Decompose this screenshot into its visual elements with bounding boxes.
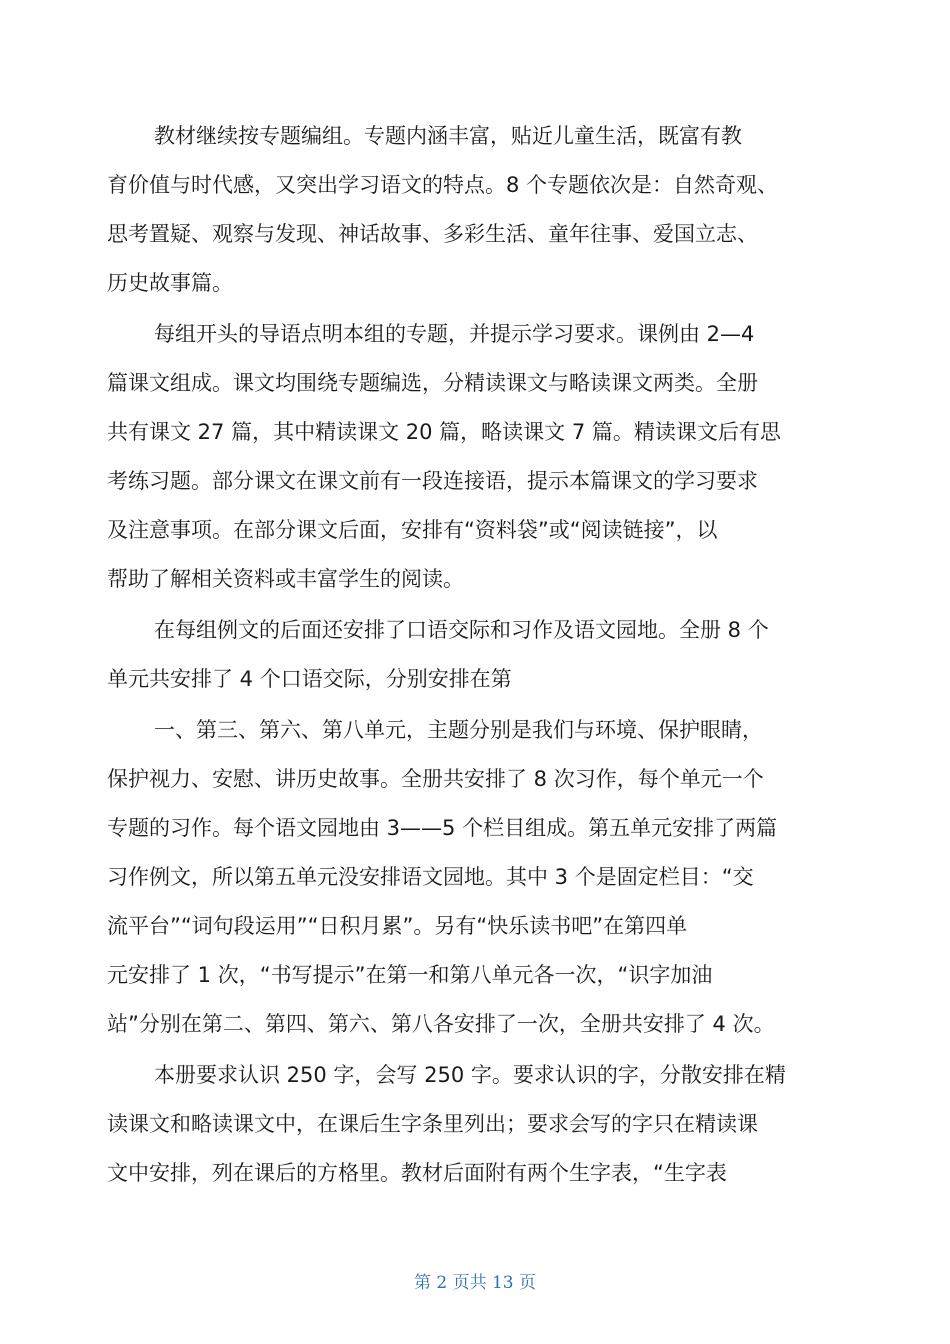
text-line: 元安排了 1 次，“书写提示”在第一和第八单元各一次，“识字加油 bbox=[107, 963, 713, 987]
text-line: 单元共安排了 4 个口语交际，分别安排在第 bbox=[107, 667, 512, 691]
text-line: 历史故事篇。 bbox=[107, 271, 233, 295]
paragraph-1 bbox=[107, 112, 852, 308]
text-line: 站”分别在第二、第四、第六、第八各安排了一次，全册共安排了 4 次。 bbox=[107, 1012, 775, 1036]
text-line: 本册要求认识 250 字，会写 250 字。要求认识的字，分散安排在精 bbox=[154, 1063, 786, 1087]
text-line: 一、第三、第六、第八单元，主题分别是我们与环境、保护眼睛， bbox=[154, 718, 763, 742]
text-line: 共有课文 27 篇，其中精读课文 20 篇，略读课文 7 篇。精读课文后有思 bbox=[107, 420, 781, 444]
paragraph-5 bbox=[107, 1051, 852, 1198]
text-line: 专题的习作。每个语文园地由 3——5 个栏目组成。第五单元安排了两篇 bbox=[107, 816, 778, 840]
text-line: 读课文和略读课文中，在课后生字条里列出；要求会写的字只在精读课 bbox=[107, 1112, 758, 1136]
text-line: 习作例文，所以第五单元没安排语文园地。其中 3 个是固定栏目：“交 bbox=[107, 865, 754, 889]
text-line: 及注意事项。在部分课文后面，安排有“资料袋”或“阅读链接”，以 bbox=[107, 518, 718, 542]
text-line: 流平台”“词句段运用”“日积月累”。另有“快乐读书吧”在第四单 bbox=[107, 914, 688, 938]
document-body bbox=[107, 112, 852, 1198]
page-number-footer: 第 2 页共 13 页 bbox=[413, 1273, 537, 1293]
text-line: 保护视力、安慰、讲历史故事。全册共安排了 8 次习作，每个单元一个 bbox=[107, 767, 764, 791]
text-line: 考练习题。部分课文在课文前有一段连接语，提示本篇课文的学习要求 bbox=[107, 469, 758, 493]
text-line: 文中安排，列在课后的方格里。教材后面附有两个生字表，“生字表 bbox=[107, 1161, 727, 1185]
text-line: 在每组例文的后面还安排了口语交际和习作及语文园地。全册 8 个 bbox=[154, 618, 769, 642]
paragraph-2 bbox=[107, 310, 852, 604]
paragraph-4 bbox=[107, 706, 852, 1049]
text-line: 帮助了解相关资料或丰富学生的阅读。 bbox=[107, 567, 464, 591]
text-line: 每组开头的导语点明本组的专题，并提示学习要求。课例由 2—4 bbox=[154, 322, 755, 346]
text-line: 思考置疑、观察与发现、神话故事、多彩生活、童年往事、爱国立志、 bbox=[107, 222, 758, 246]
text-line: 育价值与时代感，又突出学习语文的特点。8 个专题依次是：自然奇观、 bbox=[107, 173, 779, 197]
text-line: 篇课文组成。课文均围绕专题编选，分精读课文与略读课文两类。全册 bbox=[107, 371, 758, 395]
text-line: 教材继续按专题编组。专题内涵丰富，贴近儿童生活，既富有教 bbox=[154, 124, 742, 148]
paragraph-3 bbox=[107, 606, 852, 704]
